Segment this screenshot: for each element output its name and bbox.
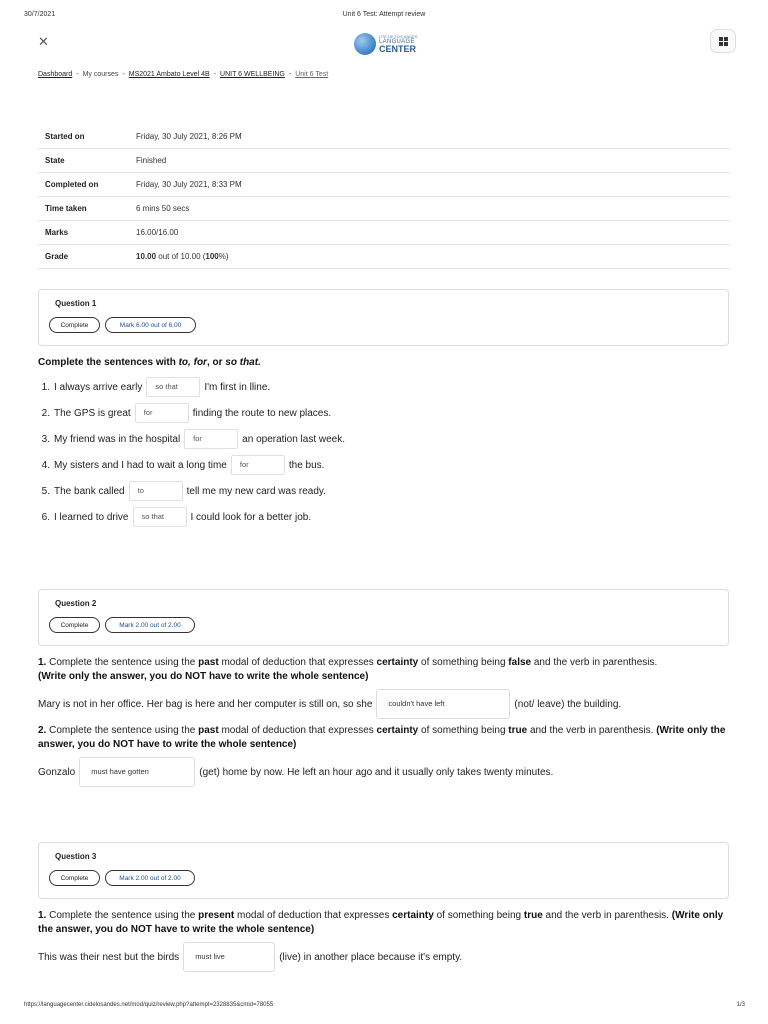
answer-field[interactable]: couldn't have left	[376, 689, 510, 719]
prompt-text: Complete the sentence using the	[46, 657, 199, 668]
item-text: The bank called	[54, 485, 125, 497]
breadcrumb-separator: -	[76, 71, 79, 78]
prompt-keyword: certainty	[392, 910, 434, 921]
summary-label: Marks	[38, 221, 136, 245]
instr-text: Complete the sentences with	[38, 357, 179, 368]
item-number: 6.	[41, 511, 50, 523]
grade-percent: 100	[205, 252, 219, 261]
sentence-text: (not/ leave) the building.	[514, 698, 622, 710]
item-number: 5.	[41, 485, 50, 497]
answer-field[interactable]: must have gotten	[79, 757, 195, 787]
item-number: 4.	[41, 459, 50, 471]
sentence-text: Mary is not in her office. Her bag is here and her computer is still on, so she	[38, 698, 373, 710]
prompt-text: and the verb in parenthesis.	[527, 725, 657, 736]
summary-label: Grade	[38, 245, 136, 269]
breadcrumb-dashboard[interactable]: Dashboard	[38, 71, 73, 78]
prompt-keyword: true	[508, 725, 528, 736]
summary-label: Time taken	[38, 197, 136, 221]
question-2-info	[38, 589, 729, 646]
grade-text: %)	[218, 252, 229, 261]
instr-text: .	[258, 357, 261, 368]
site-logo[interactable]	[354, 30, 418, 58]
summary-label: Completed on	[38, 173, 136, 197]
summary-value: Friday, 30 July 2021, 8:26 PM	[136, 125, 730, 149]
print-date: 30/7/2021	[24, 11, 56, 18]
item-text: My friend was in the hospital	[54, 433, 181, 445]
answer-field[interactable]: for	[231, 455, 285, 475]
breadcrumb-unit[interactable]: UNIT 6 WELLBEING	[220, 71, 285, 78]
question-title: Question 1	[55, 299, 97, 308]
summary-value: 6 mins 50 secs	[136, 197, 730, 221]
question-status-badge: Complete	[49, 870, 100, 886]
part-number: 1.	[38, 910, 47, 921]
summary-row-completed	[38, 173, 730, 197]
attempt-summary-table	[38, 125, 730, 269]
question-3-info	[38, 842, 729, 899]
breadcrumb-separator: -	[122, 71, 125, 78]
instr-text: , or	[206, 357, 226, 368]
sentence-text: Gonzalo	[38, 766, 76, 778]
quiz-navigation-button[interactable]	[710, 29, 736, 53]
list-item	[30, 507, 311, 527]
part-number: 2.	[38, 725, 47, 736]
item-text: an operation last week.	[242, 433, 346, 445]
summary-value	[136, 245, 730, 269]
instr-word: so that	[225, 357, 259, 368]
question-2-sentence-2	[38, 757, 553, 787]
summary-row-started	[38, 125, 730, 149]
prompt-text: and the verb in parenthesis.	[542, 910, 672, 921]
prompt-text: Complete the sentence using the	[46, 725, 199, 736]
question-2-sentence-1	[38, 689, 621, 719]
print-title: Unit 6 Test: Attempt review	[342, 11, 426, 18]
item-number: 2.	[41, 407, 50, 419]
summary-value: Friday, 30 July 2021, 8:33 PM	[136, 173, 730, 197]
prompt-text: modal of deduction that expresses	[218, 657, 377, 668]
summary-row-time	[38, 197, 730, 221]
item-text: My sisters and I had to wait a long time	[54, 459, 227, 471]
summary-row-marks	[38, 221, 730, 245]
prompt-keyword: false	[508, 657, 532, 668]
summary-label: Started on	[38, 125, 136, 149]
summary-value: 16.00/16.00	[136, 221, 730, 245]
question-status-badge: Complete	[49, 317, 100, 333]
logo-line-1: UTE DE LOS ANDES	[379, 33, 418, 39]
list-item	[30, 481, 326, 501]
summary-value: Finished	[136, 149, 730, 173]
prompt-note: (Write only the answer, you do NOT have to write the whole sentence)	[38, 725, 726, 750]
grade-text: out of 10.00 (	[156, 252, 206, 261]
prompt-text: of something being	[418, 657, 509, 668]
logo-line-3: CENTER	[379, 43, 417, 54]
question-2-part-2-prompt	[38, 724, 730, 752]
breadcrumb-test[interactable]: Unit 6 Test	[295, 71, 329, 78]
instr-word: to	[178, 357, 189, 368]
logo-line-2: LANGUAGE	[379, 38, 415, 45]
question-mark-badge: Mark 2.00 out of 2.00	[105, 617, 195, 633]
globe-icon	[354, 33, 376, 55]
grid-icon	[719, 37, 728, 46]
prompt-text: of something being	[433, 910, 524, 921]
breadcrumb-my-courses: My courses	[82, 71, 119, 78]
list-item	[30, 429, 345, 449]
prompt-keyword: certainty	[376, 657, 419, 668]
item-text: I always arrive early	[54, 381, 143, 393]
print-page-number: 1/3	[736, 1002, 745, 1008]
item-text: the bus.	[288, 459, 325, 471]
question-3-part-1-prompt	[38, 909, 730, 937]
item-text: I could look for a better job.	[190, 511, 312, 523]
item-text: The GPS is great	[54, 407, 131, 419]
sentence-text: (live) in another place because it's empty.	[279, 951, 463, 963]
prompt-keyword: true	[523, 910, 543, 921]
answer-field[interactable]: to	[129, 481, 183, 501]
part-number: 1.	[38, 657, 47, 668]
answer-field[interactable]: so that	[133, 507, 187, 527]
answer-field[interactable]: for	[135, 403, 189, 423]
prompt-note: (Write only the answer, you do NOT have to write the whole sentence)	[38, 671, 369, 682]
prompt-keyword: certainty	[376, 725, 419, 736]
prompt-keyword: past	[198, 725, 219, 736]
question-1-info	[38, 289, 729, 346]
item-number: 3.	[41, 433, 50, 445]
prompt-text: of something being	[418, 725, 509, 736]
list-item	[30, 377, 270, 397]
question-1-instruction	[38, 357, 261, 368]
question-2-part-1-prompt	[38, 656, 730, 684]
prompt-text: and the verb in parenthesis.	[531, 657, 658, 668]
list-item	[30, 455, 324, 475]
breadcrumb-separator: -	[213, 71, 217, 78]
grade-score: 10.00	[136, 252, 157, 261]
breadcrumb	[38, 71, 328, 78]
prompt-text: Complete the sentence using the	[46, 910, 199, 921]
summary-row-grade	[38, 245, 730, 269]
question-3-sentence-1	[38, 942, 462, 972]
question-status-badge: Complete	[49, 617, 100, 633]
prompt-keyword: present	[198, 910, 235, 921]
sentence-text: This was their nest but the birds	[38, 951, 180, 963]
item-text: I'm first in lline.	[204, 381, 271, 393]
item-text: finding the route to new places.	[192, 407, 332, 419]
question-title: Question 2	[55, 599, 97, 608]
logo-text	[379, 35, 417, 54]
item-text: I learned to drive	[54, 511, 129, 523]
sentence-text: (get) home by now. He left an hour ago and it usually only takes twenty minutes.	[199, 766, 554, 778]
summary-label: State	[38, 149, 136, 173]
list-item	[30, 403, 331, 423]
answer-field[interactable]: must live	[183, 942, 275, 972]
breadcrumb-separator: -	[288, 71, 292, 78]
answer-field[interactable]: for	[184, 429, 238, 449]
breadcrumb-course[interactable]: MS2021 Ambato Level 4B	[128, 71, 210, 78]
prompt-keyword: past	[198, 657, 219, 668]
question-mark-badge: Mark 2.00 out of 2.00	[105, 870, 195, 886]
instr-word: for	[193, 357, 207, 368]
prompt-text: modal of deduction that expresses	[234, 910, 393, 921]
instr-text: ,	[188, 357, 194, 368]
item-number: 1.	[41, 381, 50, 393]
prompt-text: modal of deduction that expresses	[218, 725, 377, 736]
answer-field[interactable]: so that	[146, 377, 200, 397]
item-text: tell me my new card was ready.	[186, 485, 326, 497]
question-mark-badge: Mark 6.00 out of 6.00	[105, 317, 196, 333]
print-footer-url: https://languagecenter.cidelosandes.net/mod/quiz/review.php?attempt=2328835&cmid=78055	[24, 1002, 274, 1008]
prompt-note: (Write only the answer, you do NOT have to write the whole sentence)	[38, 910, 724, 935]
question-title: Question 3	[55, 852, 97, 861]
close-icon[interactable]: ✕	[38, 34, 49, 49]
summary-row-state	[38, 149, 730, 173]
